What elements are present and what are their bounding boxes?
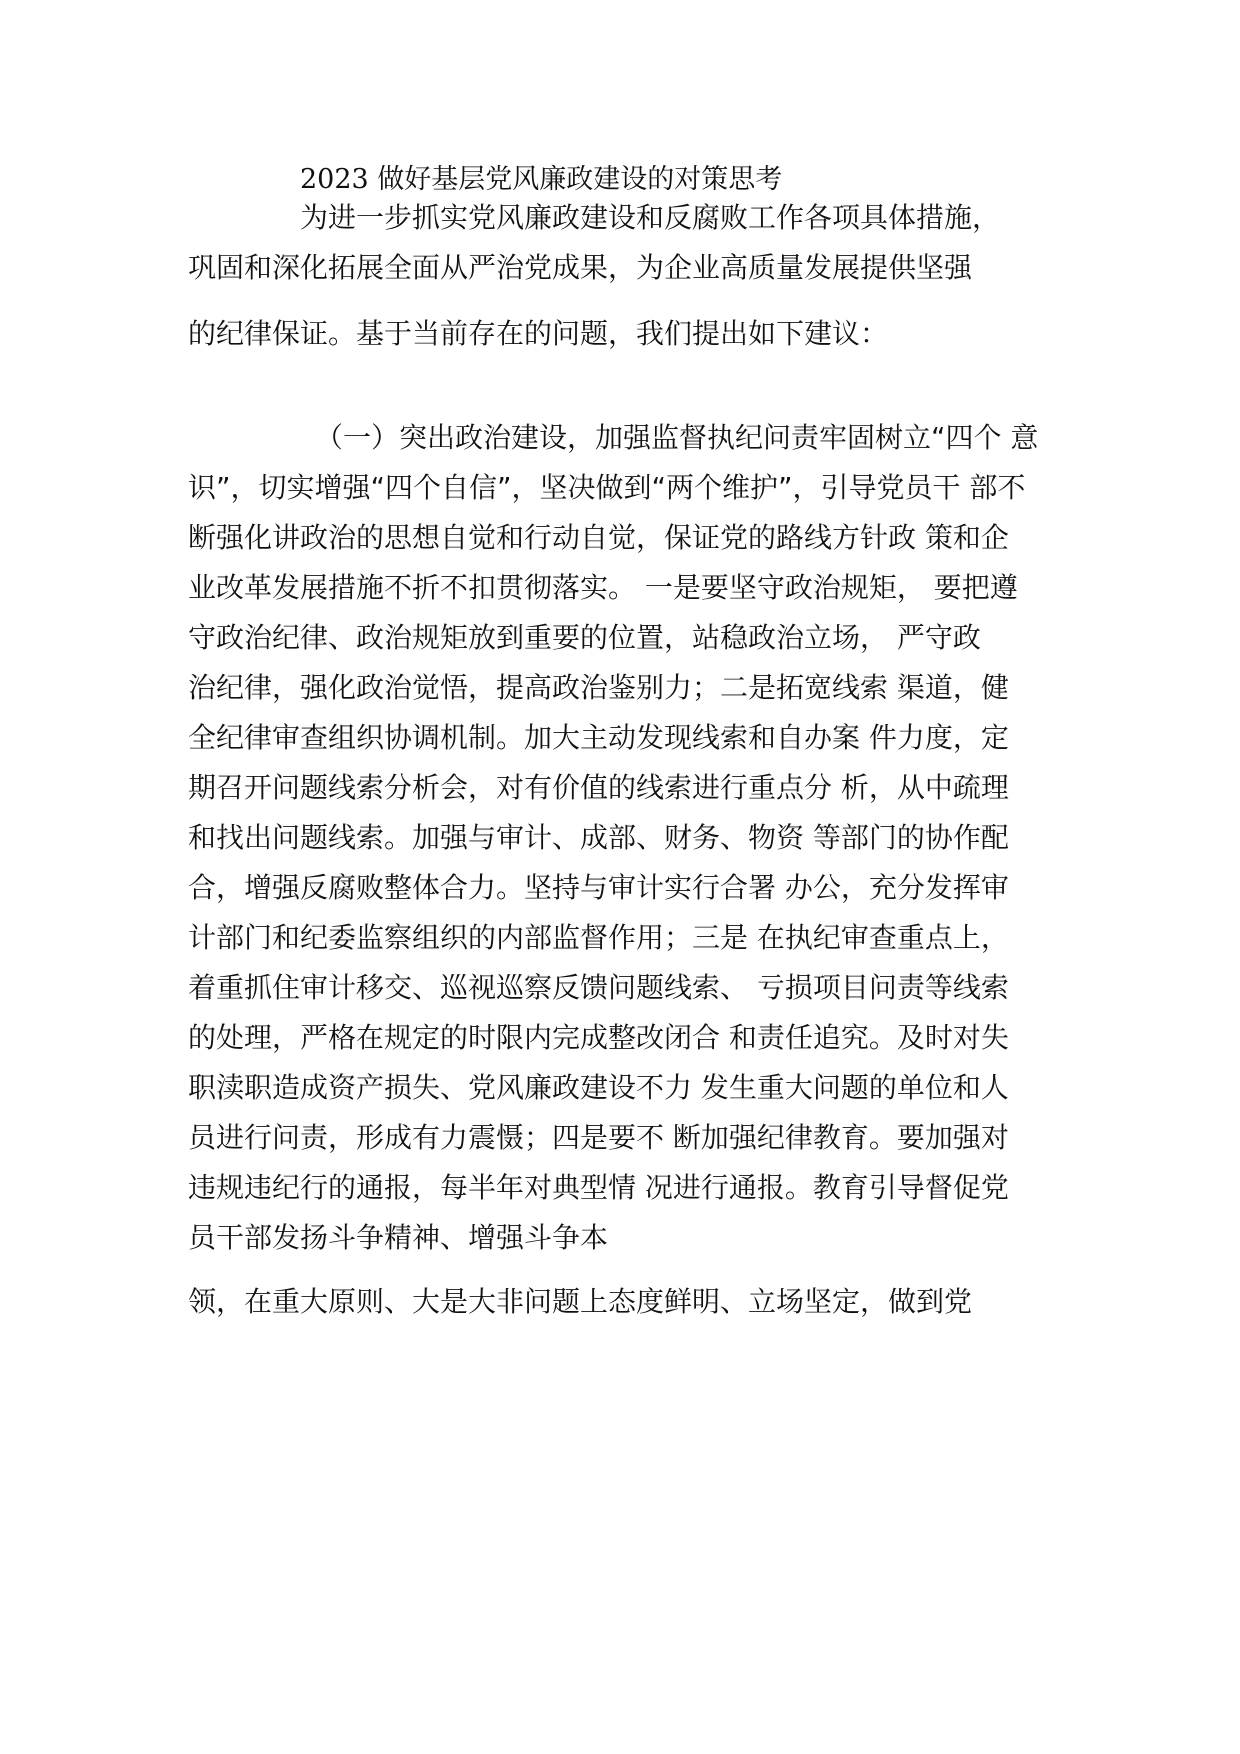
section-line: 的处理，严格在规定的时限内完成整改闭合 和责任追究。及时对失: [188, 1021, 1009, 1054]
section-line: 违规违纪行的通报，每半年对典型情 况进行通报。教育引导督促党: [188, 1171, 1009, 1204]
intro-line: 的纪律保证。基于当前存在的问题，我们提出如下建议：: [188, 317, 889, 350]
section-line: 识”，切实增强“四个自信”，坚决做到“两个维护”，引导党员干 部不: [188, 471, 1026, 504]
section-line: 和找出问题线索。加强与审计、成部、财务、物资 等部门的协作配: [188, 821, 1009, 854]
section-line: 治纪律，强化政治觉悟，提高政治鉴别力；二是拓宽线索 渠道，健: [188, 671, 1009, 704]
section-line: 断强化讲政治的思想自觉和行动自觉，保证党的路线方针政 策和企: [188, 521, 1009, 554]
section-line: 计部门和纪委监察组织的内部监督作用；三是 在执纪审查重点上，: [188, 921, 1009, 954]
section-line: 守政治纪律、政治规矩放到重要的位置，站稳政治立场， 严守政: [188, 621, 981, 654]
section-line: 员干部发扬斗争精神、增强斗争本: [188, 1221, 609, 1254]
section-line: 业改革发展措施不折不扣贯彻落实。 一是要坚守政治规矩， 要把遵: [188, 571, 1018, 604]
continuation-line: 领，在重大原则、大是大非问题上态度鲜明、立场坚定，做到党: [188, 1285, 973, 1318]
section-line: 全纪律审查组织协调机制。加大主动发现线索和自办案 件力度，定: [188, 721, 1009, 754]
section-line: 着重抓住审计移交、巡视巡察反馈问题线索、 亏损项目问责等线索: [188, 971, 1009, 1004]
document-title: 2023 做好基层党风廉政建设的对策思考: [300, 164, 783, 195]
section-line: 期召开问题线索分析会，对有价值的线索进行重点分 析，从中疏理: [188, 771, 1009, 804]
section-line: 合，增强反腐败整体合力。坚持与审计实行合署 办公，充分发挥审: [188, 871, 1009, 904]
intro-line: 为进一步抓实党风廉政建设和反腐败工作各项具体措施，: [300, 201, 1001, 234]
section-line: 员进行问责，形成有力震慑；四是要不 断加强纪律教育。要加强对: [188, 1121, 1009, 1154]
section-line: 职渎职造成资产损失、党风廉政建设不力 发生重大问题的单位和人: [188, 1071, 1009, 1104]
section-line: （一）突出政治建设，加强监督执纪问责牢固树立“四个 意: [315, 421, 1039, 454]
intro-line: 巩固和深化拓展全面从严治党成果，为企业高质量发展提供坚强: [188, 251, 973, 284]
